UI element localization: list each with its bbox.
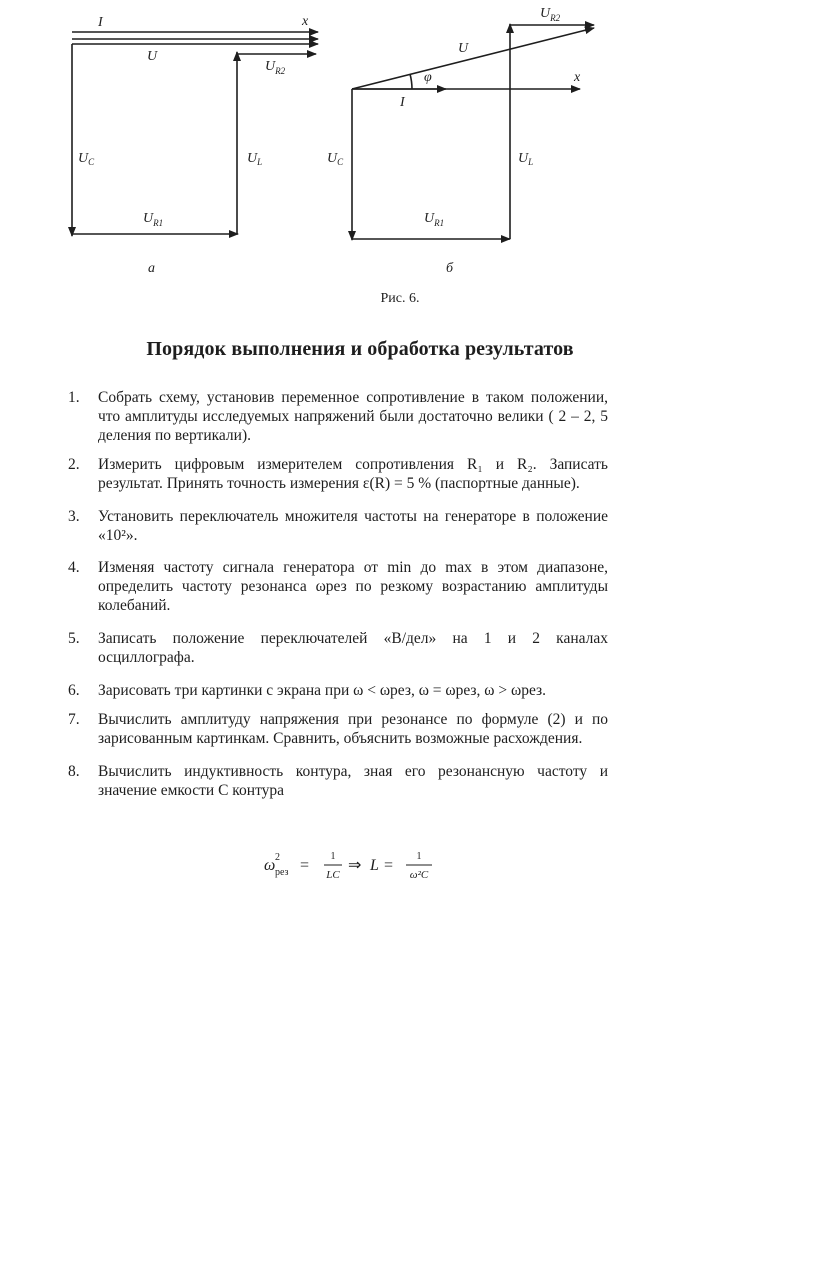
step-number: 3. <box>68 508 80 525</box>
step-text: Зарисовать три картинки с экрана при ω < ωрез, ω = ωрез, ω > ωрез. <box>98 682 547 699</box>
list-item <box>68 629 608 667</box>
formula-den2: ω²C <box>409 869 429 881</box>
label-ul-a: $U_L$ <box>247 151 263 167</box>
formula-sup: 2 <box>275 852 280 863</box>
list-item <box>68 507 608 545</box>
label-uc-a: $U_C$ <box>78 151 95 167</box>
list-item <box>68 388 608 445</box>
list-item <box>68 762 608 800</box>
label-ur1-b: $U_{R1}$ <box>424 211 445 228</box>
inductance-formula <box>262 848 462 884</box>
label-current-b: I <box>400 95 405 110</box>
label-voltage-b: U <box>458 41 469 56</box>
label-ur1-a: $U_{R1}$ <box>143 211 164 228</box>
label-phi-b: φ <box>424 70 432 85</box>
formula-eq2: = <box>384 857 394 874</box>
formula-sub: рез <box>275 867 289 878</box>
formula-omega: ω <box>264 857 276 874</box>
label-current-a: I <box>98 15 103 30</box>
formula-den1: LC <box>326 869 340 881</box>
step-number: 4. <box>68 559 80 576</box>
list-item <box>68 558 608 615</box>
step-text: Собрать схему, установив переменное сопротивление в таком положении, что амплитуды исследуемых напряжений были достаточно велики ( 2 – 2, 5 деления по вертикали). <box>98 389 608 444</box>
step-text: Изменяя частоту сигнала генератора от min до max в этом диапазоне, определить частоту резонанса ωрез по резкому возрастанию амплитуды колебаний. <box>98 559 608 614</box>
step-text: Вычислить амплитуду напряжения при резонансе по формуле (2) и по зарисованным картинкам. Сравнить, объяснить возможные расхождения. <box>98 711 608 747</box>
diagram-panel-a <box>72 32 318 236</box>
voltage-vector-b <box>352 28 594 89</box>
panel-label-a: а <box>148 261 155 276</box>
label-ur2-b: $U_{R2}$ <box>540 6 561 23</box>
formula-implies: ⇒ <box>348 857 362 874</box>
figure-caption: Рис. 6. <box>380 291 420 306</box>
section-title: Порядок выполнения и обработка результатов <box>146 338 574 360</box>
step-text: Вычислить индуктивность контура, зная его резонансную частоту и значение емкости C контура <box>98 763 608 799</box>
formula-num1: 1 <box>330 851 336 862</box>
step-number: 5. <box>68 630 80 647</box>
step-number: 2. <box>68 456 80 473</box>
step-number: 8. <box>68 763 80 780</box>
panel-label-b: б <box>446 261 454 276</box>
formula-L: L <box>370 857 379 874</box>
formula-eq: = <box>300 857 310 874</box>
list-item <box>68 455 608 493</box>
procedure-list <box>68 388 608 812</box>
vector-diagram-figure <box>0 0 816 300</box>
list-item <box>68 710 608 748</box>
step-text: Измерить цифровым измерителем сопротивления R₁ и R₂. Записать результат. Принять точность измерения ε(R) = 5 % (паспортные данные). <box>98 456 608 492</box>
formula-num2: 1 <box>416 851 422 862</box>
step-text: Записать положение переключателей «В/дел» на 1 и 2 каналах осциллографа. <box>98 630 608 666</box>
phase-angle-arc <box>410 74 412 89</box>
label-x-b: x <box>574 70 581 85</box>
label-voltage-a: U <box>147 49 158 64</box>
list-item <box>68 681 608 700</box>
label-uc-b: $U_C$ <box>327 151 344 167</box>
step-text: Установить переключатель множителя частоты на генераторе в положение «10²». <box>98 508 608 544</box>
step-number: 1. <box>68 389 80 406</box>
label-x-a: x <box>302 14 309 29</box>
step-number: 6. <box>68 682 80 699</box>
diagram-panel-b <box>352 24 594 240</box>
label-ul-b: $U_L$ <box>518 151 534 167</box>
step-number: 7. <box>68 711 80 728</box>
label-ur2-a: $U_{R2}$ <box>265 59 286 76</box>
